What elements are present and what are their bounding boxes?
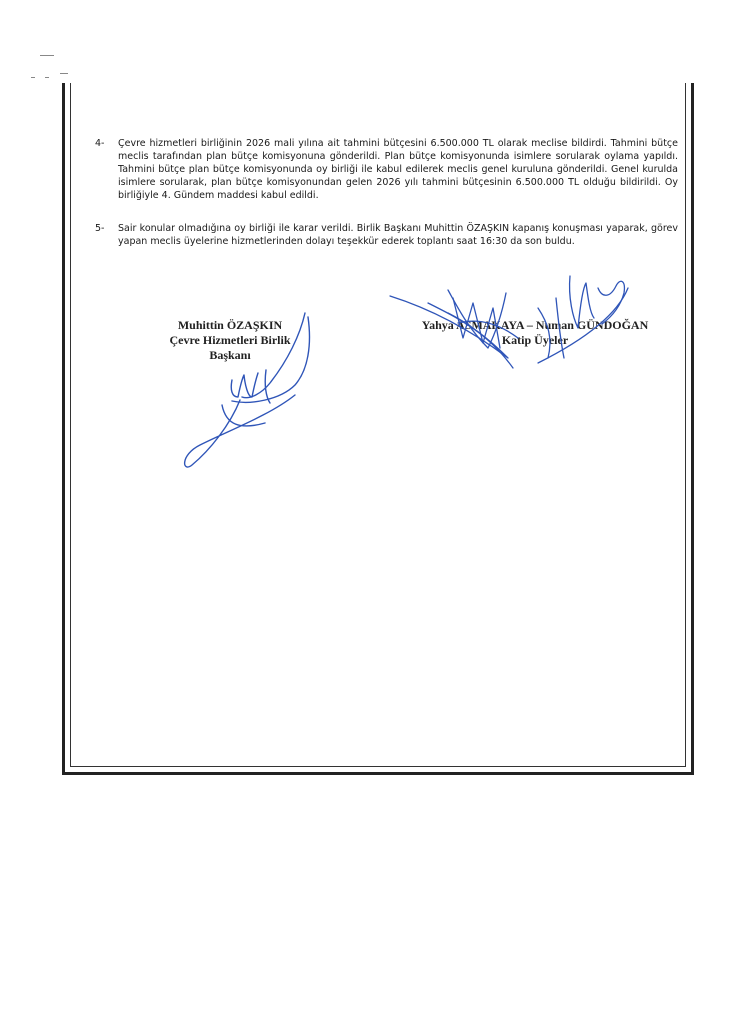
handwritten-signature-chairman bbox=[170, 305, 330, 485]
signer-name: Muhittin ÖZAŞKIN bbox=[177, 318, 283, 332]
handwritten-signature-clerks bbox=[388, 268, 658, 378]
signer-title: Çevre Hizmetleri Birlik bbox=[169, 333, 291, 347]
scan-speck bbox=[31, 77, 35, 78]
agenda-item-number: 5- bbox=[95, 223, 105, 234]
agenda-item-number: 4- bbox=[95, 138, 105, 149]
agenda-item-text: Sair konular olmadığına oy birliği ile karar verildi. Birlik Başkanı Muhittin ÖZAŞKIN kapanış konuşması yaparak, görev yapan meclis üyelerine hizmetlerinden dolayı teşekkür ederek toplantı saat 16:30 da son buldu. bbox=[118, 223, 678, 247]
agenda-item-text: Çevre hizmetleri birliğinin 2026 mali yılına ait tahmini bütçesini 6.500.000 TL olarak meclise bildirdi. Tahmini bütçe meclis tarafından plan bütçe komisyonuna gönderildi. Plan bütçe komisyonunda isimlere sorularak oylama yapıldı. Tahmini bütçe plan bütçe komisyonunda oy birliği ile kabul edilerek meclis genel kuruluna gönderildi. Genel kurulda isimlere sorularak, plan bütçe komisyonundan gelen 2026 yılı tahmini bütçesinin 6.500.000 TL olduğu bildirildi. Oy birliğiyle 4. Gündem maddesi kabul edildi. bbox=[118, 138, 678, 201]
scan-speck bbox=[45, 77, 49, 78]
scan-speck bbox=[40, 55, 54, 56]
signer-title: Başkanı bbox=[209, 348, 251, 362]
signer-title: Katip Üyeler bbox=[501, 333, 569, 347]
signer-names: Yahya ASMAKAYA – Numan GÜNDOĞAN bbox=[421, 318, 649, 332]
scan-speck bbox=[60, 73, 68, 74]
